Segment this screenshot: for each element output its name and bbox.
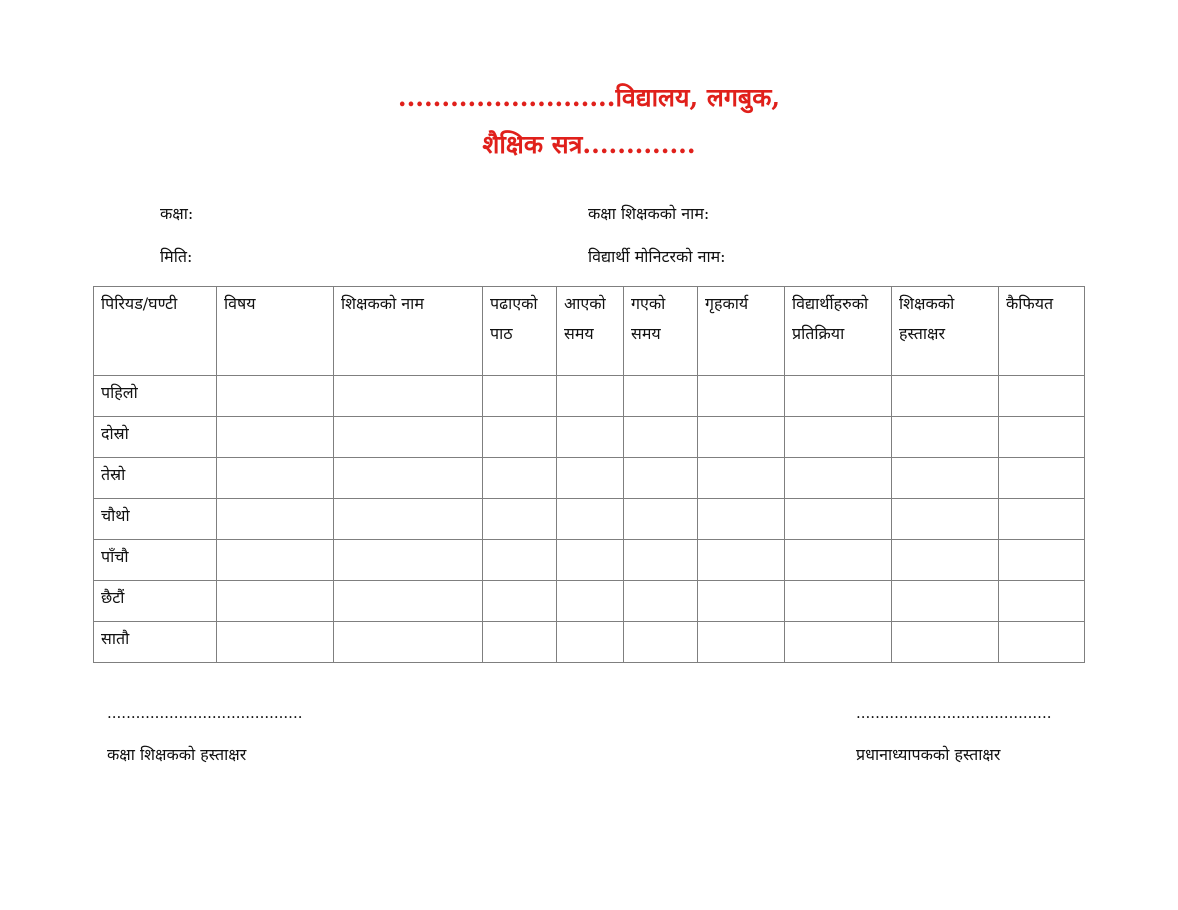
table-cell	[624, 622, 698, 663]
table-cell	[892, 458, 999, 499]
table-cell	[624, 499, 698, 540]
table-cell	[999, 458, 1085, 499]
table-cell	[785, 581, 892, 622]
table-cell	[557, 458, 624, 499]
table-cell	[217, 376, 334, 417]
date-label: मिति:	[160, 247, 193, 266]
period-cell: पहिलो	[94, 376, 217, 417]
period-cell: छैटौं	[94, 581, 217, 622]
table-cell	[999, 376, 1085, 417]
column-header-teacher-signature: शिक्षकको हस्ताक्षर	[892, 287, 999, 376]
table-cell	[698, 499, 785, 540]
column-header-student-feedback: विद्यार्थीहरुको प्रतिक्रिया	[785, 287, 892, 376]
table-cell	[892, 540, 999, 581]
column-header-lesson-taught: पढाएको पाठ	[483, 287, 557, 376]
column-header-subject: विषय	[217, 287, 334, 376]
table-cell	[557, 499, 624, 540]
table-cell	[624, 458, 698, 499]
table-cell	[557, 540, 624, 581]
student-monitor-name-label: विद्यार्थी मोनिटरको नाम:	[588, 247, 726, 266]
title-school-logbook: .........................विद्यालय, लगबुक,	[397, 83, 781, 112]
table-cell	[624, 376, 698, 417]
table-cell	[334, 499, 483, 540]
table-cell	[999, 499, 1085, 540]
table-row	[94, 499, 1085, 540]
period-cell: तेस्रो	[94, 458, 217, 499]
table-cell	[483, 376, 557, 417]
table-cell	[483, 417, 557, 458]
column-header-teacher-name: शिक्षकको नाम	[334, 287, 483, 376]
table-cell	[217, 622, 334, 663]
column-header-remarks: कैफियत	[999, 287, 1085, 376]
table-cell	[217, 581, 334, 622]
table-cell	[334, 417, 483, 458]
table-cell	[785, 417, 892, 458]
table-row	[94, 417, 1085, 458]
table-cell	[217, 458, 334, 499]
table-cell	[557, 417, 624, 458]
principal-signature-line: .........................................	[856, 704, 1052, 722]
table-cell	[785, 376, 892, 417]
column-header-homework: गृहकार्य	[698, 287, 785, 376]
table-cell	[999, 581, 1085, 622]
table-cell	[334, 622, 483, 663]
table-cell	[624, 581, 698, 622]
class-label: कक्षा:	[160, 204, 194, 223]
table-header-row	[94, 287, 1085, 376]
table-cell	[624, 540, 698, 581]
table-cell	[334, 581, 483, 622]
table-cell	[217, 417, 334, 458]
table-cell	[698, 622, 785, 663]
table-row	[94, 581, 1085, 622]
column-header-period: पिरियड/घण्टी	[94, 287, 217, 376]
table-cell	[999, 622, 1085, 663]
table-cell	[698, 417, 785, 458]
table-cell	[999, 540, 1085, 581]
table-cell	[698, 458, 785, 499]
table-cell	[334, 540, 483, 581]
table-cell	[698, 376, 785, 417]
table-row	[94, 540, 1085, 581]
table-cell	[217, 499, 334, 540]
table-cell	[892, 417, 999, 458]
table-cell	[785, 499, 892, 540]
table-cell	[785, 458, 892, 499]
principal-signature-label: प्रधानाध्यापकको हस्ताक्षर	[856, 745, 1001, 764]
table-cell	[334, 458, 483, 499]
table-cell	[557, 581, 624, 622]
table-cell	[999, 417, 1085, 458]
table-cell	[892, 499, 999, 540]
table-cell	[698, 540, 785, 581]
table-cell	[483, 458, 557, 499]
table-cell	[217, 540, 334, 581]
table-cell	[483, 581, 557, 622]
table-row	[94, 376, 1085, 417]
class-teacher-signature-line: .........................................	[107, 704, 303, 722]
table-cell	[483, 622, 557, 663]
table-cell	[483, 540, 557, 581]
table-cell	[785, 622, 892, 663]
title-academic-session: शैक्षिक सत्र.............	[482, 130, 696, 159]
class-teacher-signature-label: कक्षा शिक्षकको हस्ताक्षर	[107, 745, 247, 764]
table-cell	[698, 581, 785, 622]
column-header-departure-time: गएको समय	[624, 287, 698, 376]
table-cell	[892, 622, 999, 663]
table-cell	[892, 581, 999, 622]
table-cell	[785, 540, 892, 581]
class-teacher-name-label: कक्षा शिक्षकको नाम:	[588, 204, 710, 223]
period-cell: दोस्रो	[94, 417, 217, 458]
table-cell	[624, 417, 698, 458]
column-header-arrival-time: आएको समय	[557, 287, 624, 376]
table-cell	[557, 376, 624, 417]
table-cell	[483, 499, 557, 540]
table-row	[94, 622, 1085, 663]
period-cell: सातौ	[94, 622, 217, 663]
period-cell: पाँचौ	[94, 540, 217, 581]
table-cell	[557, 622, 624, 663]
logbook-table	[93, 286, 1085, 663]
table-cell	[892, 376, 999, 417]
period-cell: चौथो	[94, 499, 217, 540]
table-cell	[334, 376, 483, 417]
table-row	[94, 458, 1085, 499]
